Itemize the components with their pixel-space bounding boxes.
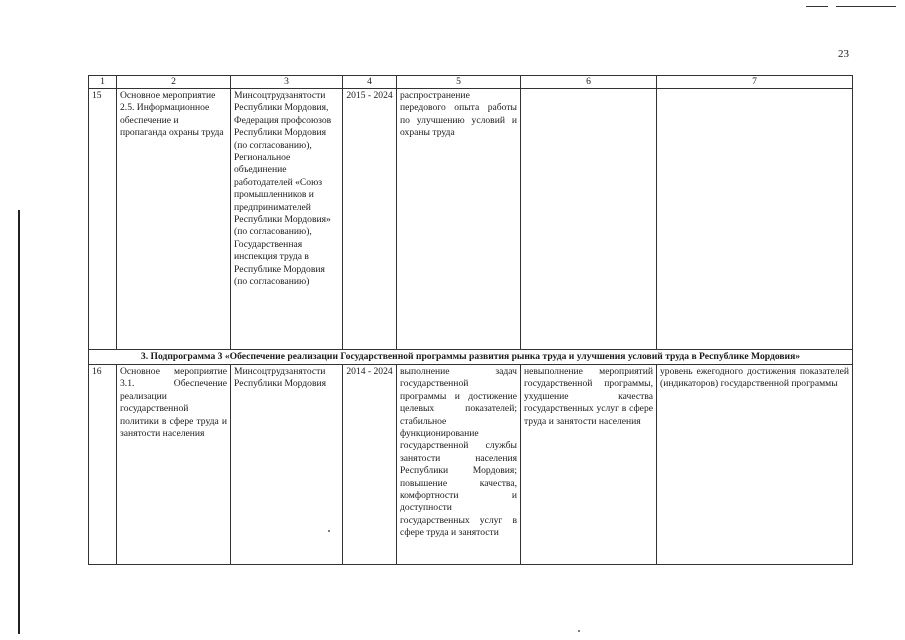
event-cell: Основное мероприятие 3.1. Обеспечение реализации государственной политики в сфере труда и занятости населения xyxy=(117,365,231,565)
event-cell: Основное мероприятие 2.5. Информационное обеспечение и пропаганда охраны труда xyxy=(117,89,231,350)
table-row xyxy=(89,365,853,565)
years-cell: 2015 - 2024 xyxy=(343,89,397,350)
result-cell: выполнение задач государственной программы и достижение целевых показателей; стабильное функционирование государственной службы занятости населения Республики Мордовия; повышение качества, комфортности и доступности государственных услуг в сфере труда и занятости xyxy=(397,365,521,565)
header-cell: 5 xyxy=(397,76,521,89)
header-cell: 6 xyxy=(521,76,657,89)
header-cell: 7 xyxy=(657,76,853,89)
subprogram-title: 3. Подпрограмма 3 «Обеспечение реализации Государственной программы развития рынка труда и улучшения условий труда в Республике Мордовия» xyxy=(89,350,853,365)
consequences-cell xyxy=(521,89,657,350)
header-cell: 4 xyxy=(343,76,397,89)
scan-mark-top xyxy=(806,6,828,7)
header-cell: 1 xyxy=(89,76,117,89)
scan-speck xyxy=(578,630,580,632)
scan-edge-line xyxy=(18,210,20,634)
row-number: 16 xyxy=(89,365,117,565)
header-cell: 3 xyxy=(231,76,343,89)
scan-mark-top xyxy=(836,6,896,7)
page-number: 23 xyxy=(838,48,849,60)
executor-cell: Минсоцтрудзанятости Республики Мордовия xyxy=(231,365,343,565)
result-cell: распространение передового опыта работы по улучшению условий и охраны труда xyxy=(397,89,521,350)
consequences-cell: невыполнение мероприятий государственной программы, ухудшение качества государственных услуг в сфере труда и занятости населения xyxy=(521,365,657,565)
subprogram-row xyxy=(89,350,853,365)
header-row xyxy=(89,76,853,89)
years-cell: 2014 - 2024 xyxy=(343,365,397,565)
header-cell: 2 xyxy=(117,76,231,89)
table-row xyxy=(89,89,853,350)
row-number: 15 xyxy=(89,89,117,350)
executor-cell: Минсоцтрудзанятости Республики Мордовия, Федерация профсоюзов Республики Мордовия (по согласованию), Региональное объединение работодателей «Союз промышленников и предпринимателей Республики Мордовия» (по согласованию), Государственная инспекция труда в Республике Мордовия (по согласованию) xyxy=(231,89,343,350)
relation-cell xyxy=(657,89,853,350)
measures-table xyxy=(88,75,853,565)
relation-cell: уровень ежегодного достижения показателей (индикаторов) государственной программы xyxy=(657,365,853,565)
